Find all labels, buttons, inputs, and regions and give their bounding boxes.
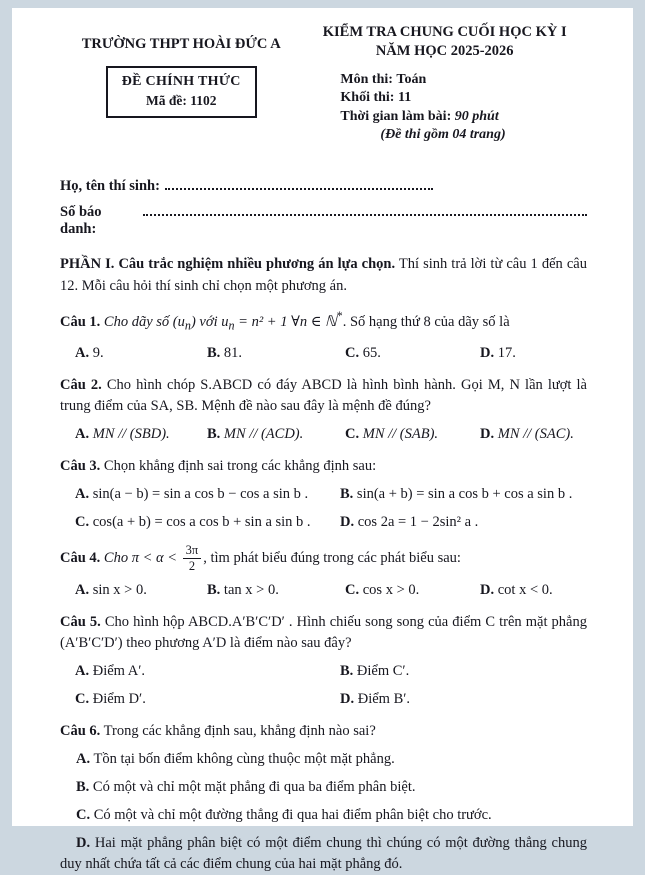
options-row <box>60 424 587 445</box>
duration-value: 90 phút <box>454 108 499 124</box>
option-label: C. <box>345 344 360 361</box>
fraction-numerator: 3π <box>183 544 202 559</box>
option-label: A. <box>75 663 90 679</box>
option-c <box>345 580 480 601</box>
question-5 <box>60 612 587 710</box>
exam-code: Mã đề: 1102 <box>145 93 217 108</box>
text-segment <box>191 314 229 330</box>
option-c <box>60 805 587 826</box>
option-c <box>345 424 480 445</box>
exam-title: KIỂM TRA CHUNG CUỐI HỌC KỲ I <box>322 24 567 40</box>
question-number: Câu 6. <box>60 723 101 740</box>
option-text: Điểm A′. <box>92 663 146 679</box>
option-text: 81. <box>223 344 243 361</box>
option-d <box>480 343 587 364</box>
options-grid <box>60 661 587 710</box>
option-d <box>60 833 587 875</box>
subscript: n <box>184 319 191 334</box>
option-label: B. <box>207 425 221 442</box>
option-text: Điểm D′. <box>92 691 146 708</box>
option-label: A. <box>75 485 90 502</box>
option-label: B. <box>207 344 221 361</box>
option-a <box>75 580 207 601</box>
question-number: Câu 3. <box>60 457 101 474</box>
option-a <box>75 343 207 364</box>
option-text: MN // (SBD). <box>92 425 170 442</box>
options-row <box>60 580 587 601</box>
text-segment: Cho dãy số (u <box>103 314 185 331</box>
text-segment: ) với u <box>190 314 229 331</box>
question-2 <box>60 375 587 445</box>
option-a <box>75 484 340 505</box>
option-label: B. <box>340 663 354 679</box>
option-label: D. <box>480 344 495 361</box>
option-text: 65. <box>362 344 381 361</box>
text-segment: . Số hạng thứ 8 của dãy số là <box>342 314 510 331</box>
school-year: NĂM HỌC 2025-2026 <box>375 43 514 59</box>
part1-instructions: Thí sinh trả lời từ câu 1 đến câu 12. Mỗi câu hỏi thí sinh chỉ chọn một phương án. <box>60 255 587 294</box>
pages-note: (Đề thi gồm 04 trang) <box>380 127 506 143</box>
student-info <box>60 177 587 238</box>
text-segment: Cho π < α < <box>103 549 181 566</box>
subscript: n <box>228 319 235 334</box>
grade-line <box>340 89 587 107</box>
question-text <box>60 375 587 417</box>
option-text: Điểm C′. <box>356 663 410 679</box>
official-exam-label: ĐỀ CHÍNH THỨC <box>121 74 241 89</box>
option-text: Có một và chỉ một mặt phẳng đi qua ba điểm phân biệt. <box>92 779 416 796</box>
option-b <box>60 777 587 798</box>
grade-label: Khối thi: <box>340 90 395 106</box>
text-segment: Cho hình chóp S.ABCD có đáy ABCD là hình bình hành. Gọi M, N lần lượt là trung điểm của SA, SB. Mệnh đề nào sau đây là mệnh đề đúng? <box>60 376 587 414</box>
text-segment: Trong các khẳng định sau, khẳng định nào sai? <box>103 723 376 740</box>
option-b <box>207 424 345 445</box>
option-d <box>480 580 587 601</box>
student-name-dotted-line <box>165 177 433 190</box>
text-segment: = n² + 1 ∀n ∈ ℕ <box>234 314 337 331</box>
option-b <box>207 343 345 364</box>
fraction-denominator: 2 <box>188 558 196 573</box>
exam-info <box>340 71 587 145</box>
option-text: cos(a + b) = cos a cos b + sin a sin b . <box>92 513 311 530</box>
option-text: Có một và chỉ một đường thẳng đi qua hai điểm phân biệt cho trước. <box>93 807 492 824</box>
option-a <box>60 749 587 770</box>
option-label: D. <box>480 425 495 442</box>
question-text <box>60 544 587 573</box>
option-a <box>75 661 340 682</box>
option-text: cos x > 0. <box>362 581 420 598</box>
option-label: C. <box>76 807 91 824</box>
option-label: D. <box>340 691 355 708</box>
option-text: tan x > 0. <box>223 581 279 598</box>
option-text: 17. <box>497 344 516 361</box>
superscript: * <box>336 309 343 324</box>
option-text: sin(a + b) = sin a cos b + cos a sin b . <box>356 485 573 502</box>
header-left <box>60 20 302 145</box>
question-text <box>60 456 587 477</box>
option-text: cos 2a = 1 − 2sin² a . <box>357 513 479 530</box>
student-id-dotted-line <box>143 203 587 216</box>
student-id-row <box>60 203 587 238</box>
option-d <box>480 424 587 445</box>
question-text <box>60 308 587 335</box>
option-label: A. <box>75 344 90 361</box>
option-d <box>340 689 587 710</box>
grade-value: 11 <box>397 90 412 106</box>
option-label: C. <box>75 691 90 708</box>
option-text: 9. <box>92 344 104 361</box>
question-3 <box>60 456 587 533</box>
option-b <box>207 580 345 601</box>
option-a <box>75 424 207 445</box>
option-label: B. <box>340 485 354 502</box>
option-label: C. <box>75 513 90 530</box>
option-text: sin(a − b) = sin a cos b − cos a sin b . <box>92 485 309 502</box>
option-label: A. <box>75 581 90 598</box>
option-c <box>75 689 340 710</box>
subject-label: Môn thi: <box>340 72 393 87</box>
subject-line <box>340 71 587 89</box>
school-name: TRƯỜNG THPT HOÀI ĐỨC A <box>81 36 281 52</box>
duration-label: Thời gian làm bài: <box>340 108 452 124</box>
options-grid <box>60 484 587 533</box>
option-label: B. <box>76 779 90 796</box>
options-row <box>60 343 587 364</box>
text-segment: Chọn khẳng định sai trong các khẳng định sau: <box>103 457 377 474</box>
duration-line <box>340 108 587 126</box>
fraction <box>183 544 202 573</box>
option-text: MN // (SAB). <box>362 425 439 442</box>
option-c <box>75 512 340 533</box>
option-label: D. <box>340 513 355 530</box>
option-label: C. <box>345 581 360 598</box>
option-b <box>340 484 587 505</box>
header-right <box>302 20 587 145</box>
question-number: Câu 2. <box>60 376 102 393</box>
student-id-label: Số báo danh: <box>60 203 102 237</box>
option-label: B. <box>207 581 221 598</box>
subject-value: Toán <box>396 72 427 87</box>
part1-intro <box>60 254 587 298</box>
question-4 <box>60 544 587 601</box>
question-1 <box>60 308 587 363</box>
text-segment: , tìm phát biểu đúng trong các phát biểu sau: <box>203 549 461 566</box>
option-text: Hai mặt phẳng phân biệt có một điểm chung thì chúng có một đường thẳng chung duy nhất chứa tất cả các điểm chung của hai mặt phẳng đó. <box>60 835 587 873</box>
option-label: D. <box>480 581 495 598</box>
option-text: MN // (SAC). <box>497 425 574 442</box>
question-text <box>60 612 587 654</box>
option-c <box>345 343 480 364</box>
option-label: A. <box>76 751 91 768</box>
option-text: cot x < 0. <box>497 581 553 598</box>
option-b <box>340 661 587 682</box>
option-label: D. <box>76 835 91 852</box>
exam-page <box>12 8 633 873</box>
part1-heading: PHẦN I. Câu trắc nghiệm nhiều phương án lựa chọn. <box>60 255 396 272</box>
option-text: Điểm B′. <box>357 691 411 708</box>
question-number: Câu 1. <box>60 314 101 331</box>
text-segment: Cho hình hộp ABCD.A′B′C′D′ . Hình chiếu song song của điểm C trên mặt phẳng (A′B′C′D′) theo phương A′D là điểm nào sau đây? <box>60 613 587 651</box>
option-label: C. <box>345 425 360 442</box>
option-label: A. <box>75 425 90 442</box>
question-number: Câu 4. <box>60 549 101 566</box>
option-d <box>340 512 587 533</box>
question-6 <box>60 721 587 875</box>
exam-code-box <box>106 66 257 118</box>
question-number: Câu 5. <box>60 613 101 630</box>
option-text: MN // (ACD). <box>223 425 304 442</box>
student-name-label: Họ, tên thí sinh: <box>60 177 160 194</box>
exam-header <box>60 20 587 145</box>
question-text <box>60 721 587 742</box>
student-name-row <box>60 177 587 195</box>
option-text: sin x > 0. <box>92 581 147 598</box>
options-list <box>60 749 587 875</box>
option-text: Tồn tại bốn điểm không cùng thuộc một mặt phẳng. <box>93 751 395 768</box>
